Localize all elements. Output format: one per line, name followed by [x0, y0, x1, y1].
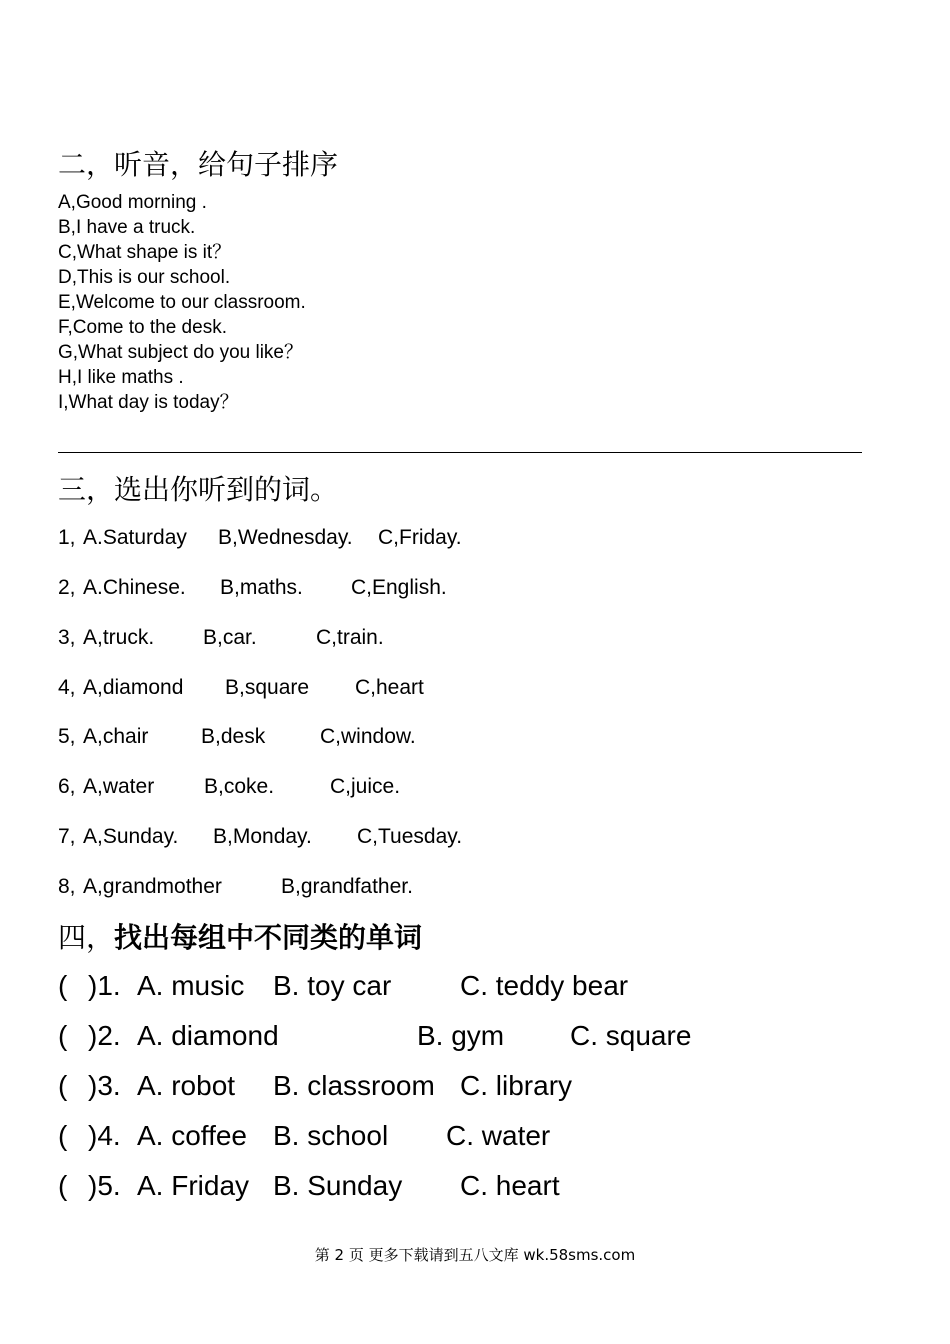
item-number: 5,: [58, 725, 76, 748]
option-a: A. robot: [137, 1070, 236, 1101]
option-a: A. music: [137, 970, 245, 1001]
answer-bracket: (: [58, 1070, 68, 1101]
option-c: C. heart: [460, 1170, 560, 1201]
option-c: C. square: [570, 1020, 692, 1051]
option-b: B,maths.: [220, 576, 303, 599]
sentence-item: F,Come to the desk.: [58, 317, 227, 338]
option-b: B,desk: [201, 725, 266, 748]
option-c: C,Friday.: [378, 526, 462, 549]
option-b: B,Wednesday.: [218, 526, 353, 549]
sentence-item: C,What shape is it？: [58, 242, 232, 263]
page-footer: 第 2 页 更多下载请到五八文库 wk.58sms.com: [314, 1246, 636, 1264]
section-4-title-text: 找出每组中不同类的单词: [114, 921, 423, 954]
option-b: B. classroom: [273, 1070, 435, 1101]
option-a: A,Sunday.: [83, 825, 179, 848]
section-4-title: [58, 921, 422, 955]
sentence-item: B,I have a truck.: [58, 217, 196, 238]
option-a: A,grandmother: [83, 875, 222, 898]
question-number: )4.: [88, 1120, 121, 1151]
option-a: A,diamond: [83, 676, 184, 699]
option-c: C,Tuesday.: [357, 825, 463, 848]
answer-line: [58, 452, 862, 453]
option-b: B,Monday.: [213, 825, 312, 848]
section-4-prefix: 四，: [58, 921, 115, 954]
option-b: B. Sunday: [273, 1170, 403, 1201]
option-c: C. water: [446, 1120, 551, 1151]
option-b: B,grandfather.: [281, 875, 413, 898]
option-c: C,window.: [320, 725, 416, 748]
item-number: 7,: [58, 825, 76, 848]
section-3-title: 三，选出你听到的词。: [58, 473, 339, 506]
sentence-item: H,I like maths .: [58, 367, 184, 388]
option-b: B,car.: [203, 626, 257, 649]
sentence-item: D,This is our school.: [58, 267, 231, 288]
item-number: 1,: [58, 526, 76, 549]
option-c: C. teddy bear: [460, 970, 629, 1001]
question-number: )3.: [88, 1070, 121, 1101]
option-c: C. library: [460, 1070, 573, 1101]
option-a: A,water: [83, 775, 155, 798]
question-number: )2.: [88, 1020, 121, 1051]
option-b: B,coke.: [204, 775, 275, 798]
item-number: 4,: [58, 676, 76, 699]
option-a: A.Saturday: [83, 526, 187, 549]
option-b: B. school: [273, 1120, 389, 1151]
option-a: A,chair: [83, 725, 149, 748]
option-a: A,truck.: [83, 626, 155, 649]
option-b: B. gym: [417, 1020, 505, 1051]
option-c: C,English.: [351, 576, 447, 599]
answer-bracket: (: [58, 1170, 68, 1201]
question-number: )1.: [88, 970, 121, 1001]
sentence-item: A,Good morning .: [58, 192, 207, 213]
answer-bracket: (: [58, 1020, 68, 1051]
option-a: A.Chinese.: [83, 576, 186, 599]
sentence-item: E,Welcome to our classroom.: [58, 292, 306, 313]
item-number: 6,: [58, 775, 76, 798]
option-c: C,train.: [316, 626, 384, 649]
answer-bracket: (: [58, 1120, 68, 1151]
option-c: C,heart: [355, 676, 424, 699]
item-number: 2,: [58, 576, 76, 599]
answer-bracket: (: [58, 970, 68, 1001]
option-b: B,square: [225, 676, 310, 699]
sentence-item: G,What subject do you like？: [58, 342, 303, 363]
item-number: 3,: [58, 626, 76, 649]
section-2-title: 二，听音，给句子排序: [58, 148, 339, 181]
option-a: A. diamond: [137, 1020, 279, 1051]
item-number: 8,: [58, 875, 76, 898]
option-c: C,juice.: [330, 775, 401, 798]
option-b: B. toy car: [273, 970, 392, 1001]
option-a: A. Friday: [137, 1170, 250, 1201]
sentence-item: I,What day is today？: [58, 392, 239, 413]
question-number: )5.: [88, 1170, 121, 1201]
option-a: A. coffee: [137, 1120, 248, 1151]
